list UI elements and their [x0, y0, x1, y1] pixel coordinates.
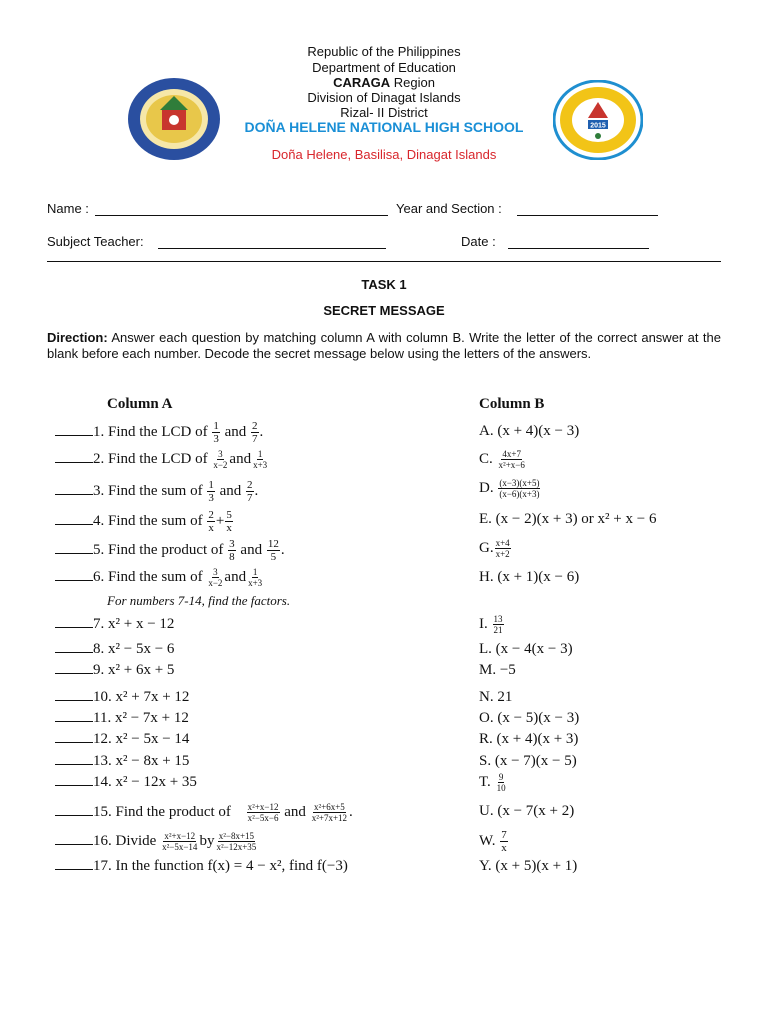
answer-blank[interactable] [55, 640, 93, 653]
choice-r: R. (x + 4)(x + 3) [479, 731, 579, 747]
fraction [207, 479, 215, 504]
fraction [212, 420, 220, 445]
question-10 [55, 688, 189, 706]
choice-y: Y. (x + 5)(x + 1) [479, 858, 578, 874]
question-text: 9. x² + 6x + 5 [93, 662, 175, 678]
question-17 [55, 857, 348, 875]
connector-text: and [219, 482, 242, 499]
numerator: 5 [226, 509, 232, 521]
question-14 [55, 773, 197, 791]
fraction [251, 420, 259, 445]
denominator: 3 [208, 492, 214, 504]
question-5: 5. Find the product of $\frac{3}{8}$ and $\frac{12}{5}$ . [55, 538, 285, 563]
question-2 [55, 449, 269, 470]
numerator: 1 [208, 479, 214, 491]
header-region [0, 75, 768, 90]
question-text: 16. Divide [93, 832, 157, 849]
fraction [246, 479, 254, 504]
numerator: 1 [213, 420, 219, 432]
numerator: 9 [498, 772, 504, 782]
column-a-header: Column A [107, 396, 173, 412]
fraction [212, 449, 228, 470]
question-text: 3. Find the sum of [93, 482, 203, 499]
question-13 [55, 752, 189, 770]
denominator: x [501, 842, 507, 854]
question-16 [55, 831, 258, 852]
fraction [207, 509, 215, 534]
question-text: 8. x² − 5x − 6 [93, 641, 175, 657]
factor-instruction-note: For numbers 7-14, find the factors. [107, 593, 291, 608]
question-text: 5. Find the product of [93, 541, 224, 558]
answer-blank[interactable] [55, 512, 93, 525]
choice-o: O. (x − 5)(x − 3) [479, 710, 580, 726]
answer-blank[interactable] [55, 661, 93, 674]
direction-label: Direction: [47, 330, 108, 345]
denominator: 3 [213, 433, 219, 445]
numerator: 3 [213, 567, 218, 577]
numerator: (x−3)(x+5) [499, 478, 540, 488]
fraction [247, 567, 263, 588]
denominator: x−2 [213, 460, 228, 470]
connector-text: and [224, 568, 247, 585]
fraction [500, 829, 508, 854]
question-text: 14. x² − 12x + 35 [93, 774, 197, 790]
choice-c [479, 449, 527, 470]
choice-w [479, 829, 509, 854]
choice-h: H. (x + 1)(x − 6) [479, 569, 580, 585]
denominator: x²+7x+12 [311, 813, 348, 823]
answer-blank[interactable] [55, 450, 93, 463]
choice-d [479, 478, 541, 499]
header-republic: Republic of the Philippines [307, 44, 461, 59]
header-divider [47, 261, 721, 262]
denominator: 10 [496, 783, 506, 793]
question-7 [55, 615, 174, 633]
fraction [498, 449, 526, 470]
choice-letter: G. [479, 539, 494, 556]
question-text: 4. Find the sum of [93, 512, 203, 529]
choice-a: A. (x + 4)(x − 3) [479, 423, 580, 439]
numerator: 13 [493, 614, 503, 624]
answer-blank[interactable] [55, 688, 93, 701]
name-blank[interactable] [95, 215, 388, 216]
question-text: 7. x² + x − 12 [93, 616, 175, 632]
numerator: x²−8x+15 [218, 831, 255, 841]
numerator: x²+x−12 [247, 802, 279, 812]
numerator: 2 [252, 420, 258, 432]
region-name: CARAGA [333, 75, 391, 90]
header-division: Division of Dinagat Islands [307, 90, 461, 105]
date-blank[interactable] [508, 248, 649, 249]
denominator: x [226, 522, 232, 534]
connector-text: and [229, 450, 252, 467]
choice-u: U. (x − 7(x + 2) [479, 803, 575, 819]
connector-text: and [284, 803, 306, 820]
question-text: 17. In the function f(x) = 4 − x², find f(−3) [93, 858, 348, 874]
question-text: 11. x² − 7x + 12 [93, 710, 189, 726]
question-3: 3. Find the sum of $\frac{1}{3}$ and $\frac{2}{7}$ . [55, 479, 258, 504]
fraction [493, 614, 504, 635]
fraction [207, 567, 223, 588]
year-section-label: Year and Section : [396, 201, 502, 216]
choice-l: L. (x − 4(x − 3) [479, 641, 573, 657]
choice-s: S. (x − 7)(x − 5) [479, 753, 577, 769]
numerator: 3 [229, 538, 235, 550]
choice-letter: T. [479, 773, 491, 790]
denominator: x+3 [248, 578, 263, 588]
answer-blank[interactable] [55, 541, 93, 554]
fraction [215, 831, 257, 852]
denominator: x²−5x−6 [247, 813, 279, 823]
answer-blank[interactable] [55, 482, 93, 495]
choice-e: E. (x − 2)(x + 3) or x² + x − 6 [479, 511, 657, 527]
numerator: 3 [218, 449, 223, 459]
denominator: 8 [229, 551, 235, 563]
question-12 [55, 730, 189, 748]
fraction [225, 509, 233, 534]
choice-t [479, 772, 508, 793]
school-address: Doña Helene, Basilisa, Dinagat Islands [271, 147, 497, 162]
choice-g [479, 538, 512, 559]
denominator: x²−5x−14 [162, 842, 198, 852]
denominator: x [208, 522, 214, 534]
numerator: 1 [257, 449, 263, 459]
numerator: 4x+7 [502, 449, 521, 459]
fraction [311, 802, 348, 823]
numerator: 12 [267, 538, 279, 550]
fraction [496, 772, 507, 793]
denominator: x²−12x+35 [216, 842, 257, 852]
subject-teacher-blank[interactable] [158, 248, 386, 249]
question-9 [55, 661, 174, 679]
denominator: x+3 [253, 460, 268, 470]
choice-letter: D. [479, 479, 494, 496]
fraction [228, 538, 236, 563]
fraction [495, 538, 511, 559]
numerator: 2 [208, 509, 214, 521]
task-subtitle: SECRET MESSAGE [323, 303, 445, 318]
direction-text: Answer each question by matching column A with column B. Write the letter of the correct answer at the blank before each number. Decode the secret message below using the letters of the answers. [47, 330, 721, 361]
year-section-blank[interactable] [517, 215, 658, 216]
subject-teacher-label: Subject Teacher: [47, 234, 144, 249]
question-text: 13. x² − 8x + 15 [93, 753, 190, 769]
numerator: x+4 [495, 538, 510, 548]
school-name: DOÑA HELENE NATIONAL HIGH SCHOOL [244, 119, 524, 135]
question-text: 2. Find the LCD of [93, 450, 208, 467]
connector-text: and [240, 541, 263, 558]
fraction [247, 802, 280, 823]
school-seal-year: 2015 [590, 122, 606, 130]
question-1: 1. Find the LCD of $\frac{1}{3}$ and $\frac{2}{7}$ . [55, 420, 263, 445]
fraction [498, 478, 540, 499]
numerator: x²+6x+5 [313, 802, 345, 812]
choice-letter: W. [479, 832, 496, 849]
choice-m: M. −5 [479, 662, 516, 678]
question-text: 6. Find the sum of [93, 568, 203, 585]
header-department: Department of Education [312, 60, 456, 75]
date-label: Date : [461, 234, 496, 249]
choice-letter: C. [479, 450, 493, 467]
denominator: 7 [247, 492, 253, 504]
connector-text: by [199, 832, 215, 849]
denominator: (x−6)(x+3) [499, 489, 540, 499]
numerator: 1 [252, 567, 258, 577]
denominator: x−2 [208, 578, 223, 588]
answer-blank[interactable] [55, 423, 93, 436]
question-4: 4. Find the sum of $\frac{2}{x}$ + $\frac{5}{x}$ [55, 509, 234, 534]
denominator: 7 [252, 433, 258, 445]
connector-text: and [224, 423, 247, 440]
question-8 [55, 640, 174, 658]
region-suffix: Region [390, 75, 435, 90]
fraction [267, 538, 280, 563]
fraction [161, 831, 198, 852]
answer-blank[interactable] [55, 568, 93, 581]
denominator: 5 [270, 551, 277, 563]
choice-letter: I. [479, 615, 488, 632]
denominator: x+2 [495, 549, 510, 559]
choice-i [479, 614, 505, 635]
question-6 [55, 567, 264, 588]
answer-blank[interactable] [55, 752, 93, 765]
question-text: 15. Find the product of [93, 803, 231, 820]
column-b-header: Column B [479, 396, 545, 412]
numerator: 2 [247, 479, 253, 491]
question-11 [55, 709, 189, 727]
answer-blank[interactable] [55, 803, 93, 816]
numerator: 7 [501, 829, 507, 841]
answer-blank[interactable] [55, 857, 93, 870]
question-text: 1. Find the LCD of [93, 423, 208, 440]
fraction [252, 449, 268, 470]
direction-paragraph [47, 330, 721, 362]
question-15: 15. Find the product of $\frac{\text{x²+x−12}}{\text{x²−5x−6}}$ and $\frac{\text{x²+6x+5}}{\text{x²+7x+12}}$ . [55, 802, 353, 823]
question-text: 10. x² + 7x + 12 [93, 689, 190, 705]
denominator: x²+x−6 [498, 460, 525, 470]
task-title: TASK 1 [361, 277, 407, 292]
answer-blank[interactable] [55, 615, 93, 628]
numerator: x²+x−12 [164, 831, 196, 841]
question-text: 12. x² − 5x − 14 [93, 731, 190, 747]
answer-blank[interactable] [55, 832, 93, 845]
answer-blank[interactable] [55, 773, 93, 786]
denominator: 21 [493, 625, 503, 635]
name-label: Name : [47, 201, 89, 216]
answer-blank[interactable] [55, 730, 93, 743]
answer-blank[interactable] [55, 709, 93, 722]
choice-n: N. 21 [479, 689, 513, 705]
header-district: Rizal- II District [340, 105, 428, 120]
